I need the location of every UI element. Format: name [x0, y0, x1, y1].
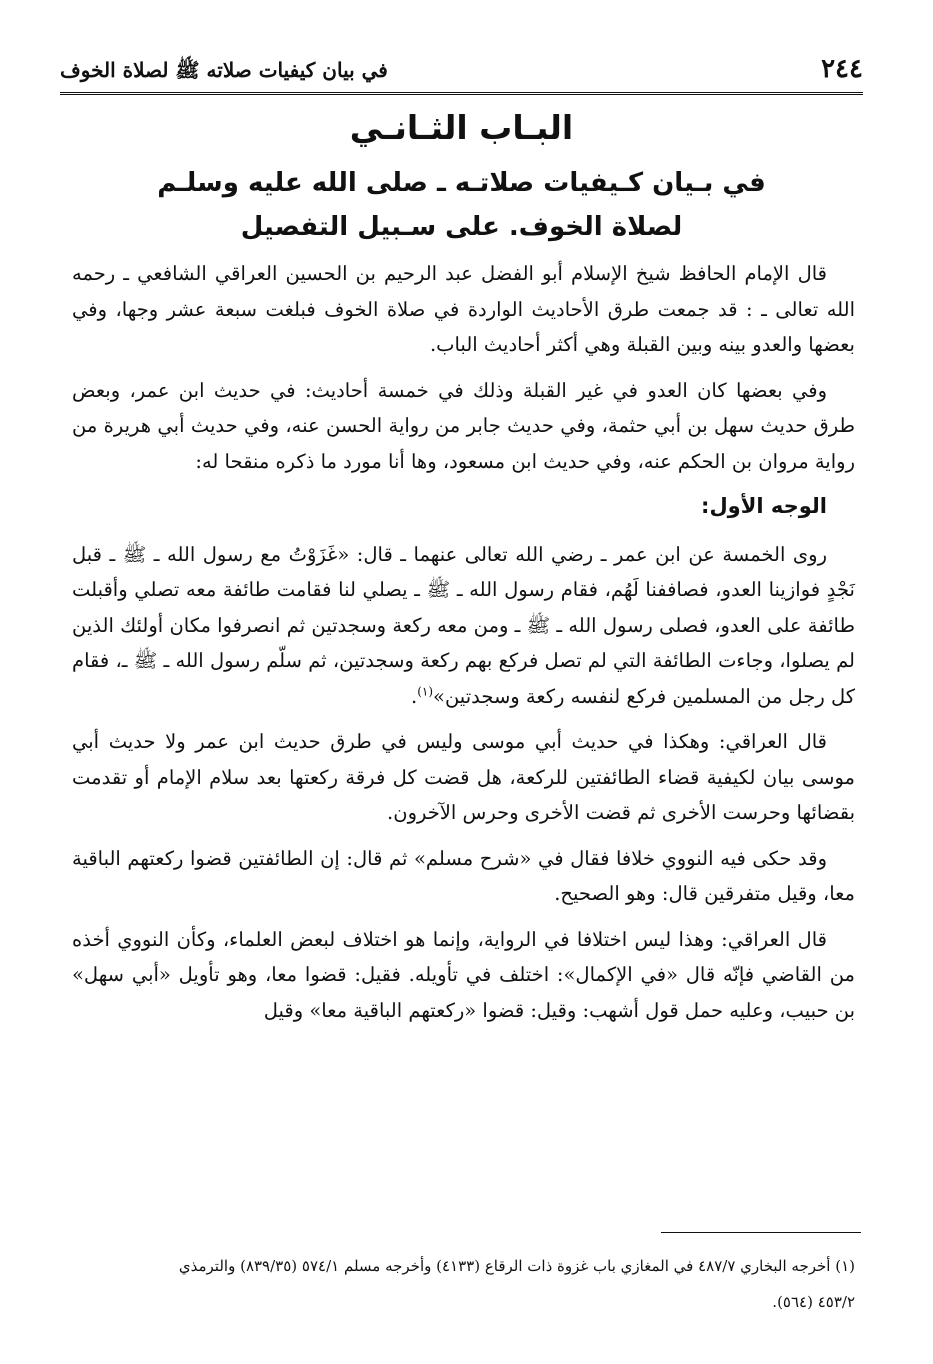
- paragraph-6: قال العراقي: وهذا ليس اختلافا في الرواية، وإنما هو اختلاف لبعض العلماء، وكأن النووي أخذه من القاضي فإنّه قال «في الإكمال»: اختلف في تأويله. فقيل: قضوا معا، وهو تأويل «أبي سهل» بن حبيب، وعليه حمل قول أشهب: وقيل: قضوا «ركعتهم الباقية معا» وقيل: [72, 927, 855, 1022]
- running-header: [60, 48, 863, 95]
- footnote-marker: (١): [417, 684, 434, 698]
- chapter-subtitle-line-2: لصلاة الخوف. على سـبيل التفصيل: [240, 212, 683, 242]
- chapter-subtitle-line-1: في بـيان كـيفيات صلاتـه ـ صلى الله عليه وسلـم: [157, 168, 766, 198]
- footnote-1-line-1: (١) أخرجه البخاري ٤٨٧/٧ في المغازي باب غزوة ذات الرقاع (٤١٣٣) وأخرجه مسلم ٥٧٤/١ (٨٣٩/٣٥) والترمذي: [178, 1257, 855, 1275]
- footnote-1-line-2: ٤٥٣/٢ (٥٦٤).: [772, 1293, 855, 1311]
- paragraph-4: قال العراقي: وهكذا في حديث أبي موسى وليس في طرق حديث ابن عمر ولا حديث أبي موسى بيان لكيفية قضاء الطائفتين للركعة، هل قضت كل فرقة ركعتها بعد سلام الإمام أو تقدمت بقضائها وحرست الأخرى ثم قضت الأخرى وحرس الآخرون.: [72, 730, 855, 824]
- paragraph-1: قال الإمام الحافظ شيخ الإسلام أبو الفضل عبد الرحيم بن الحسين العراقي الشافعي ـ رحمه الله تعالى ـ : قد جمعت طرق الأحاديث الواردة في صلاة الخوف فبلغت سبعة عشر وجها، وفي بعضها والعدو بينه وبين القبلة وهي أكثر أحاديث الباب.: [72, 262, 855, 356]
- paragraph-3-end: .: [411, 684, 418, 708]
- running-title: في بيان كيفيات صلاته ﷺ لصلاة الخوف: [60, 58, 388, 82]
- body-text: [72, 256, 855, 1038]
- paragraph-5: وقد حكى فيه النووي خلافا فقال في «شرح مسلم» ثم قال: إن الطائفتين قضوا ركعتهم الباقية معا، وقيل متفرقين قال: وهو الصحيح.: [72, 846, 855, 905]
- paragraph-3: [72, 537, 855, 715]
- paragraph-3-text: روى الخمسة عن ابن عمر ـ رضي الله تعالى عنهما ـ قال: «غَزَوْتُ مع رسول الله ـ ﷺ ـ قبل نَجْدٍ فوازينا العدو، فصاففنا لَهُم، فقام رسول الله ـ ﷺ ـ يصلي لنا فقامت طائفة معه تصلي وأقبلت طائفة على العدو، فصلى رسول الله ـ ﷺ ـ ومن معه ركعة وسجدتين ثم انصرفوا مكان أولئك الذين لم يصلوا، وجاءت الطائفة التي لم تصل فركع بهم ركعة وسجدتين، ثم سلّم رسول الله ـ ﷺ ـ، فقام كل رجل من المسلمين فركع لنفسه ركعة وسجدتين»: [72, 542, 855, 708]
- chapter-title: البـاب الثـانـي: [349, 108, 574, 147]
- footnotes: [72, 1248, 855, 1320]
- section-heading: الوجه الأول:: [701, 494, 827, 518]
- page-number: ٢٤٤: [821, 54, 863, 84]
- paragraph-2: وفي بعضها كان العدو في غير القبلة وذلك في خمسة أحاديث: في حديث ابن عمر، وبعض طرق حديث سهل بن أبي حثمة، وفي حديث جابر من رواية الحسن عنه، وفي حديث أبي هريرة من رواية مروان بن الحكم عنه، وفي حديث ابن مسعود، وها أنا مورد ما ذكره منقحا له:: [72, 378, 855, 473]
- footnote-divider: [661, 1232, 861, 1233]
